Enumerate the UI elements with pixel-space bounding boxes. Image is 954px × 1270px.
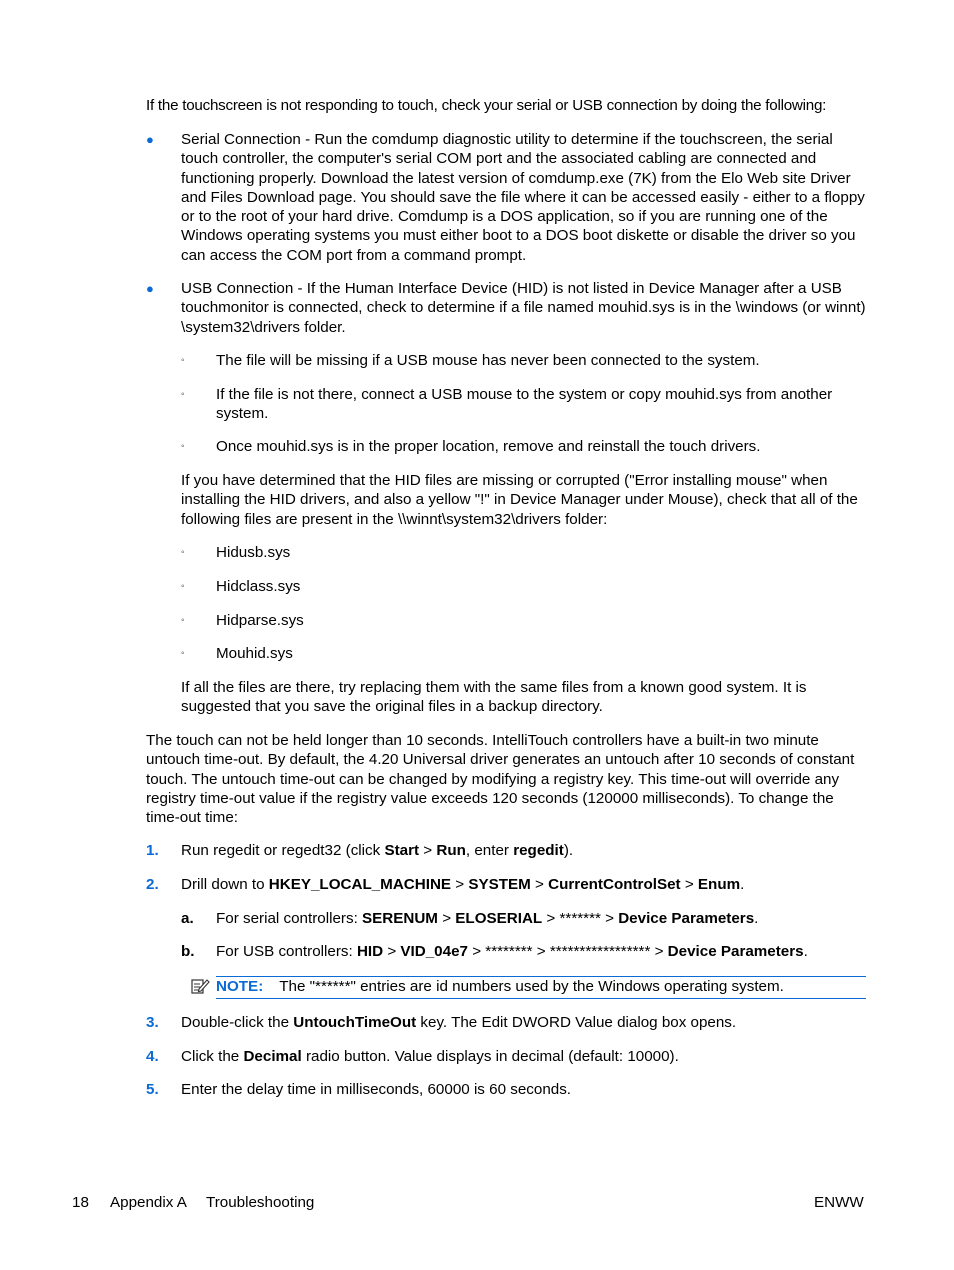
footer-right: ENWW bbox=[814, 1194, 864, 1211]
usb-subitem: If the file is not there, connect a USB mouse to the system or copy mouhid.sys from another system. bbox=[216, 386, 833, 423]
footer-section: Troubleshooting bbox=[206, 1194, 315, 1211]
intro-paragraph: If the touchscreen is not responding to touch, check your serial or USB connection by doing the following: bbox=[146, 97, 827, 114]
substep-letter: a. bbox=[181, 910, 194, 927]
circle-bullet-icon: ◦ bbox=[181, 615, 185, 626]
step-number: 3. bbox=[146, 1014, 159, 1031]
page-number: 18 bbox=[72, 1194, 89, 1211]
hid-file-item: Hidparse.sys bbox=[216, 612, 304, 629]
hid-file-item: Hidusb.sys bbox=[216, 544, 291, 561]
usb-subitem: Once mouhid.sys is in the proper location, remove and reinstall the touch drivers. bbox=[216, 438, 761, 455]
step-number: 2. bbox=[146, 876, 159, 893]
note-label: NOTE: bbox=[216, 978, 264, 995]
circle-bullet-icon: ◦ bbox=[181, 355, 185, 366]
step-3-text: Double-click the UntouchTimeOut key. The Edit DWORD Value dialog box opens. bbox=[181, 1014, 737, 1031]
bullet-usb-connection: USB Connection - If the Human Interface Device (HID) is not listed in Device Manager after a USB touchmonitor is connected, check to determine if a file named mouhid.sys is in the \windows (or winnt) \system32\drivers folder. bbox=[181, 280, 866, 336]
hid-file-item: Hidclass.sys bbox=[216, 578, 301, 595]
substep-a-text: For serial controllers: SERENUM > ELOSERIAL > ******* > Device Parameters. bbox=[216, 910, 759, 927]
step-2-text: Drill down to HKEY_LOCAL_MACHINE > SYSTEM > CurrentControlSet > Enum. bbox=[181, 876, 745, 893]
circle-bullet-icon: ◦ bbox=[181, 581, 185, 592]
step-5-text: Enter the delay time in milliseconds, 60000 is 60 seconds. bbox=[181, 1081, 572, 1098]
note-text: NOTE: The "******" entries are id numbers used by the Windows operating system. bbox=[216, 978, 784, 995]
circle-bullet-icon: ◦ bbox=[181, 441, 185, 452]
circle-bullet-icon: ◦ bbox=[181, 648, 185, 659]
step-number: 4. bbox=[146, 1048, 159, 1065]
step-1-text: Run regedit or regedt32 (click Start > Run, enter regedit). bbox=[181, 842, 574, 859]
bullet-serial-connection: Serial Connection - Run the comdump diagnostic utility to determine if the touchscreen, the serial touch controller, the computer's serial COM port and the associated cabling are connected and functioning properly. Download the latest version of comdump.exe (7K) from the Elo Web site Driver and Files Download page. You should save the file where it can be accessed easily - either to a floppy or to the root of your hard drive. Comdump is a DOS application, so if you are running one of the Windows operating systems you must either boot to a DOS boot diskette or disable the driver so you can access the COM port from a command prompt. bbox=[181, 131, 865, 264]
hid-paragraph: If you have determined that the HID files are missing or corrupted ("Error installing mouse" when installing the HID drivers, and also a yellow "!" in Device Manager under Mouse), check that all of the following files are present in the \\winnt\system32\drivers folder: bbox=[181, 472, 858, 528]
footer-chapter: Appendix A bbox=[110, 1194, 187, 1211]
substep-letter: b. bbox=[181, 943, 195, 960]
bullet-icon: ● bbox=[146, 281, 154, 296]
circle-bullet-icon: ◦ bbox=[181, 547, 185, 558]
timeout-paragraph: The touch can not be held longer than 10 seconds. IntelliTouch controllers have a built-in two minute untouch time-out. By default, the 4.20 Universal driver generates an untouch after 10 seconds of constant touch. The untouch time-out can be changed by modifying a registry key. This time-out will override any registry time-out value if the registry value exceeds 120 seconds (120000 milliseconds). To change the time-out time: bbox=[146, 732, 855, 827]
hid-file-item: Mouhid.sys bbox=[216, 645, 293, 662]
step-4-text: Click the Decimal radio button. Value displays in decimal (default: 10000). bbox=[181, 1048, 679, 1065]
bullet-icon: ● bbox=[146, 132, 154, 147]
step-number: 1. bbox=[146, 842, 159, 859]
step-number: 5. bbox=[146, 1081, 159, 1098]
circle-bullet-icon: ◦ bbox=[181, 389, 185, 400]
substep-b-text: For USB controllers: HID > VID_04e7 > ******** > ***************** > Device Parameters. bbox=[216, 943, 808, 960]
note-icon bbox=[190, 977, 210, 995]
hid-after-paragraph: If all the files are there, try replacing them with the same files from a known good system. It is suggested that you save the original files in a backup directory. bbox=[181, 679, 807, 716]
usb-subitem: The file will be missing if a USB mouse has never been connected to the system. bbox=[216, 352, 760, 369]
